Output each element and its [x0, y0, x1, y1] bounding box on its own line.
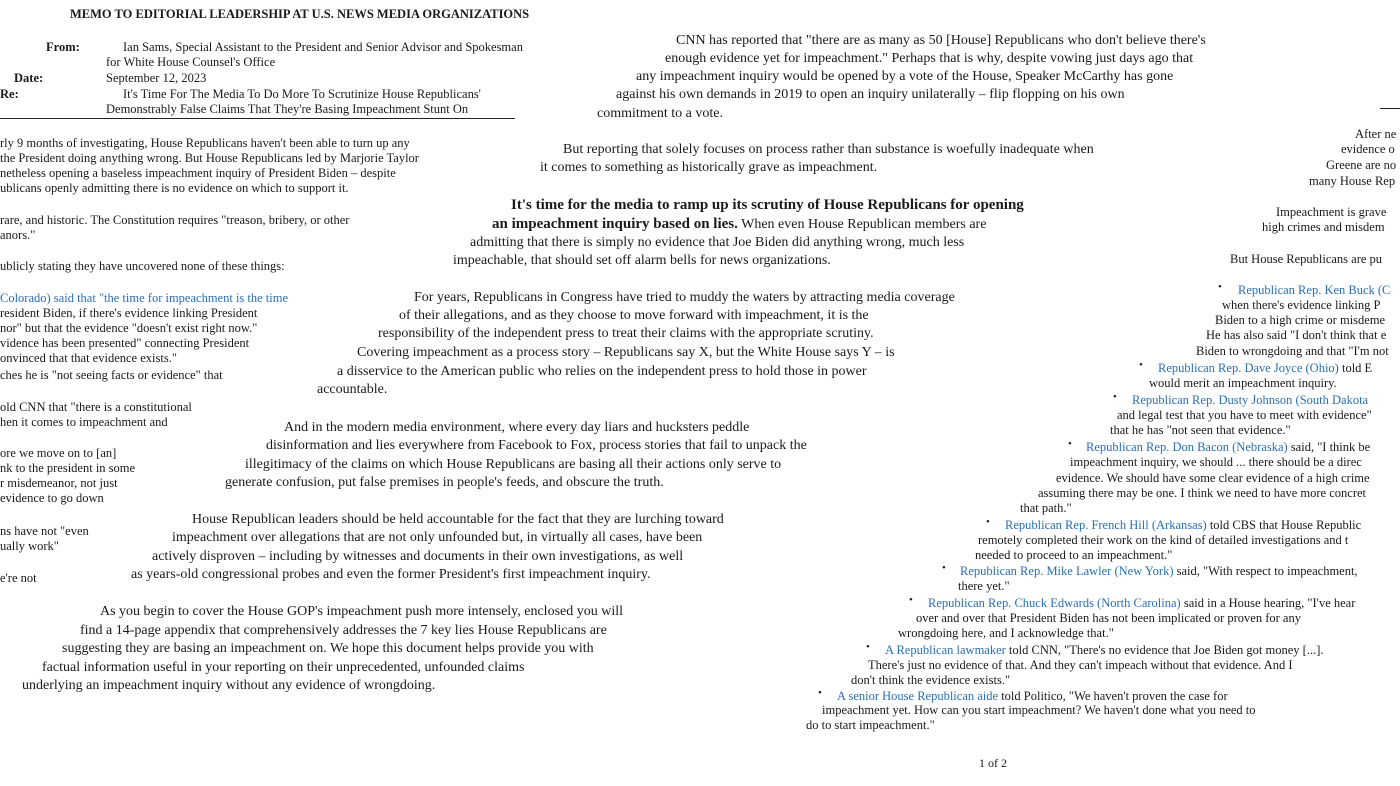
left-line: ublicans openly admitting there is no evidence on which to support it.: [0, 181, 349, 195]
re-line1: It's Time For The Media To Do More To Scrutinize House Republicans': [123, 87, 481, 101]
bullet-source-link[interactable]: Republican Rep. Chuck Edwards (North Carolina): [928, 596, 1181, 610]
bullet-rest: told Politico, "We haven't proven the case for: [998, 689, 1228, 703]
right-line: high crimes and misdem: [1262, 220, 1385, 234]
bullet-line: Biden to a high crime or misdeme: [1215, 313, 1386, 327]
right-line: many House Rep: [1309, 174, 1396, 188]
bullet-rest: said, "With respect to impeachment,: [1173, 564, 1358, 578]
re-line2: Demonstrably False Claims That They're Basing Impeachment Stunt On: [106, 102, 469, 116]
left-line: r misdemeanor, not just: [0, 476, 118, 490]
bullet-source-link[interactable]: Republican Rep. Dave Joyce (Ohio): [1158, 361, 1339, 375]
p4-line: responsibility of the independent press to treat their claims with the appropriate scrutiny.: [378, 326, 874, 341]
bullet-rest: said, "I think be: [1287, 440, 1371, 454]
left-line: nor" but that the evidence "doesn't exist right now.": [0, 321, 258, 335]
bullet-line: that path.": [1020, 501, 1072, 515]
p7-line: underlying an impeachment inquiry without any evidence of wrongdoing.: [22, 678, 436, 693]
bullet-dot: •: [818, 687, 822, 699]
bullet-line: evidence. We should have some clear evidence of a high crime: [1056, 471, 1370, 485]
p4-line: accountable.: [317, 382, 388, 397]
p7-line: find a 14-page appendix that comprehensively addresses the 7 key lies House Republicans are: [80, 623, 607, 638]
date-label: Date:: [14, 71, 44, 85]
bullet-source-link[interactable]: Republican Rep. Dusty Johnson (South Dakota: [1132, 393, 1369, 407]
bullet-line: that he has "not seen that evidence.": [1110, 423, 1291, 437]
p4-line: of their allegations, and as they choose to move forward with impeachment, it is the: [399, 308, 869, 323]
bullet-dot: •: [866, 641, 870, 653]
bullet-dot: •: [1113, 391, 1117, 403]
bullet-line: Biden to wrongdoing and that "I'm not: [1196, 344, 1389, 358]
p4-line: For years, Republicans in Congress have tried to muddy the waters by attracting media coverage: [414, 290, 955, 305]
bullet-line: would merit an impeachment inquiry.: [1149, 376, 1337, 390]
bullet-dot: •: [1068, 438, 1072, 450]
left-line: resident Biden, if there's evidence linking President: [0, 306, 258, 320]
bullet-head: [960, 562, 1358, 580]
bullet-line: assuming there may be one. I think we need to have more concret: [1038, 486, 1367, 500]
left-line: old CNN that "there is a constitutional: [0, 400, 192, 414]
bullet-source-link[interactable]: Republican Rep. Mike Lawler (New York): [960, 564, 1174, 578]
bullet-rest: said in a House hearing, "I've hear: [1180, 596, 1356, 610]
bullet-source-link[interactable]: A senior House Republican aide: [837, 689, 999, 703]
bullet-line: over and over that President Biden has not been implicated or proven for any: [916, 611, 1301, 625]
p1-line: CNN has reported that "there are as many as 50 [House] Republicans who don't believe there's: [676, 33, 1206, 48]
left-line: evidence to go down: [0, 491, 104, 505]
right-divider: [1380, 108, 1400, 109]
bullet-line: do to start impeachment.": [806, 718, 935, 732]
page-number: 1 of 2: [979, 756, 1007, 770]
right-line: Impeachment is grave: [1276, 205, 1387, 219]
p3-line: admitting that there is simply no evidence that Joe Biden did anything wrong, much less: [470, 235, 965, 250]
p5-line: disinformation and lies everywhere from Facebook to Fox, process stories that fail to unpack the: [266, 438, 807, 453]
p6-line: House Republican leaders should be held accountable for the fact that they are lurching toward: [192, 512, 724, 527]
bullet-line: don't think the evidence exists.": [851, 673, 1011, 687]
p3-bold-line1: It's time for the media to ramp up its scrutiny of House Republicans for opening: [511, 197, 1024, 213]
left-line-link[interactable]: Colorado) said that "the time for impeachment is the time: [0, 291, 289, 305]
p6-line: impeachment over allegations that are not only unfounded but, in virtually all cases, have been: [172, 530, 703, 545]
bullet-line: There's just no evidence of that. And they can't impeach without that evidence. And I: [868, 658, 1293, 672]
p4-line: a disservice to the American public who relies on the independent press to hold those in power: [337, 364, 867, 379]
bullet-line: there yet.": [958, 579, 1010, 593]
left-line: e're not: [0, 571, 37, 585]
p5-line: generate confusion, put false premises in people's feeds, and obscure the truth.: [225, 475, 664, 490]
bullet-line: impeachment inquiry, we should ... there should be a direc: [1070, 455, 1362, 469]
p1-line: commitment to a vote.: [597, 106, 723, 121]
bullet-rest: told CNN, "There's no evidence that Joe Biden got money [...].: [1005, 643, 1324, 657]
right-line: Greene are no: [1326, 158, 1397, 172]
p5-line: illegitimacy of the claims on which House Republicans are basing all their actions only serve to: [245, 457, 782, 472]
bullet-line: wrongdoing here, and I acknowledge that.": [898, 626, 1114, 640]
from-line2: for White House Counsel's Office: [106, 55, 276, 69]
p3-bold-line2: an impeachment inquiry based on lies.: [492, 216, 738, 232]
left-line: vidence has been presented" connecting President: [0, 336, 250, 350]
re-label: Re:: [0, 87, 19, 101]
bullet-source-link[interactable]: Republican Rep. Don Bacon (Nebraska): [1086, 440, 1288, 454]
p4-line: Covering impeachment as a process story – Republicans say X, but the White House says Y – is: [357, 345, 895, 360]
bullet-dot: •: [909, 594, 913, 606]
p7-line: suggesting they are basing an impeachment on. We hope this document helps provide you with: [62, 641, 594, 656]
header-divider: [0, 118, 515, 119]
p7-line: As you begin to cover the House GOP's impeachment push more intensely, enclosed you will: [100, 604, 624, 619]
p7-line: factual information useful in your reporting on their unprecedented, unfounded claims: [42, 660, 525, 675]
bullet-source-link[interactable]: A Republican lawmaker: [885, 643, 1006, 657]
p6-line: actively disproven – including by witnesses and documents in their own investigations, as well: [152, 549, 684, 564]
right-line: evidence o: [1341, 142, 1395, 156]
left-line: the President doing anything wrong. But House Republicans led by Marjorie Taylor: [0, 151, 419, 165]
right-line: After ne: [1355, 127, 1397, 141]
left-line: nk to the president in some: [0, 461, 136, 475]
left-line: rare, and historic. The Constitution requires "treason, bribery, or other: [0, 213, 350, 227]
left-line: anors.": [0, 228, 36, 242]
left-line: ches he is "not seeing facts or evidence" that: [0, 368, 223, 382]
date-value: September 12, 2023: [106, 71, 207, 85]
left-line: ually work": [0, 539, 59, 553]
left-line: ublicly stating they have uncovered none of these things:: [0, 259, 285, 273]
p5-line: And in the modern media environment, where every day liars and hucksters peddle: [284, 420, 750, 435]
right-line: But House Republicans are pu: [1230, 252, 1383, 266]
bullet-line: and legal test that you have to meet with evidence": [1117, 408, 1372, 422]
p1-line: enough evidence yet for impeachment." Perhaps that is why, despite vowing just days ago that: [665, 51, 1194, 66]
bullet-line: remotely completed their work on the kind of detailed investigations and t: [978, 533, 1349, 547]
bullet-line: when there's evidence linking P: [1222, 298, 1381, 312]
left-line: rly 9 months of investigating, House Republicans haven't been able to turn up any: [0, 136, 410, 150]
bullet-dot: •: [986, 516, 990, 528]
bullet-line: impeachment yet. How can you start impeachment? We haven't done what you need to: [822, 703, 1256, 717]
p3-line: impeachable, that should set off alarm bells for news organizations.: [453, 253, 831, 268]
left-line: ns have not "even: [0, 524, 89, 538]
p1-line: any impeachment inquiry would be opened by a vote of the House, Speaker McCarthy has gone: [636, 69, 1174, 84]
left-line: ore we move on to [an]: [0, 446, 117, 460]
p3-rest: When even House Republican members are: [737, 217, 987, 232]
memo-title: MEMO TO EDITORIAL LEADERSHIP AT U.S. NEWS MEDIA ORGANIZATIONS: [70, 7, 530, 21]
p1-line: against his own demands in 2019 to open an inquiry unilaterally – flip flopping on his own: [616, 87, 1125, 102]
left-line: hen it comes to impeachment and: [0, 415, 168, 429]
bullet-rest: told CBS that House Republic: [1206, 518, 1362, 532]
bullet-line: He has also said "I don't think that e: [1206, 328, 1387, 342]
bullet-dot: •: [1139, 359, 1143, 371]
from-label: From:: [46, 40, 80, 54]
bullet-dot: •: [1218, 281, 1222, 293]
from-line1: Ian Sams, Special Assistant to the President and Senior Advisor and Spokesman: [123, 40, 523, 54]
left-line: onvinced that that evidence exists.": [0, 351, 177, 365]
bullet-source-link[interactable]: Republican Rep. French Hill (Arkansas): [1005, 518, 1207, 532]
left-line: netheless opening a baseless impeachment inquiry of President Biden – despite: [0, 166, 396, 180]
bullet-rest: told E: [1338, 361, 1373, 375]
bullet-line: needed to proceed to an impeachment.": [975, 548, 1173, 562]
p3-line2: [492, 214, 986, 235]
p6-line: as years-old congressional probes and even the former President's first impeachment inquiry.: [131, 567, 651, 582]
p2-line: But reporting that solely focuses on process rather than substance is woefully inadequate when: [563, 142, 1094, 157]
p2-line: it comes to something as historically grave as impeachment.: [540, 160, 878, 175]
bullet-source-link[interactable]: Republican Rep. Ken Buck (C: [1238, 283, 1391, 297]
bullet-dot: •: [942, 562, 946, 574]
